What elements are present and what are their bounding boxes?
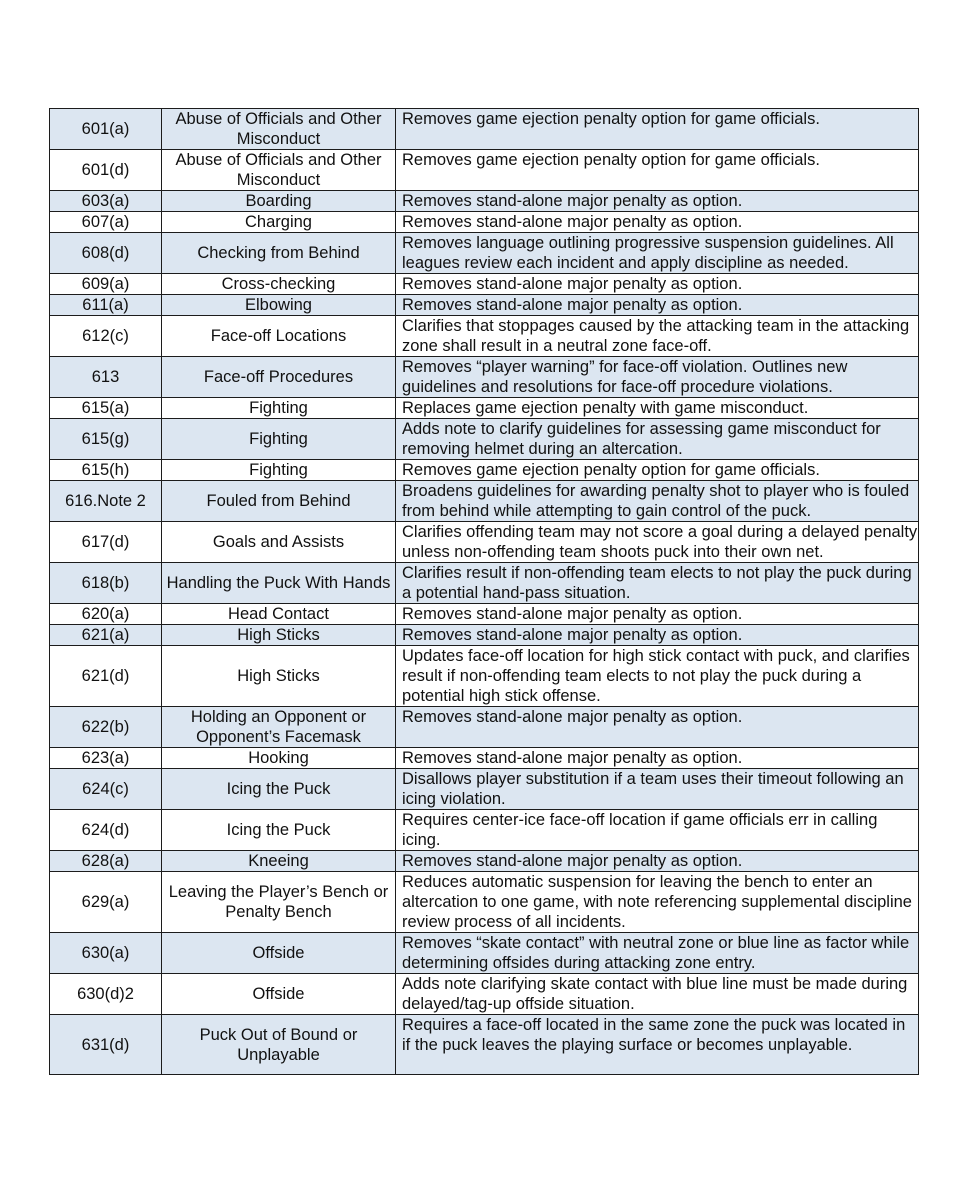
- rule-change-description-cell: Removes game ejection penalty option for game officials.: [396, 109, 919, 150]
- rule-change-description-cell: Removes stand-alone major penalty as option.: [396, 191, 919, 212]
- rule-change-description-cell: Removes stand-alone major penalty as option.: [396, 274, 919, 295]
- rule-number-cell: 615(g): [50, 419, 162, 460]
- table-row: [50, 191, 919, 212]
- rule-title-cell: Abuse of Officials and Other Misconduct: [162, 150, 396, 191]
- rule-changes-table-body: [50, 109, 919, 1075]
- rule-number-cell: 622(b): [50, 707, 162, 748]
- rule-change-description-cell: Removes stand-alone major penalty as option.: [396, 748, 919, 769]
- table-row: [50, 357, 919, 398]
- rule-title-cell: Offside: [162, 933, 396, 974]
- rule-title-cell: Fighting: [162, 398, 396, 419]
- rule-title-cell: Fighting: [162, 419, 396, 460]
- table-row: [50, 974, 919, 1015]
- rule-change-description-cell: Removes stand-alone major penalty as option.: [396, 295, 919, 316]
- table-row: [50, 150, 919, 191]
- rule-change-description-cell: Removes “player warning” for face-off violation. Outlines new guidelines and resolutions for face-off procedure violations.: [396, 357, 919, 398]
- rule-change-description-cell: Reduces automatic suspension for leaving the bench to enter an altercation to one game, with note referencing supplemental discipline review process of all incidents.: [396, 872, 919, 933]
- rule-title-cell: Abuse of Officials and Other Misconduct: [162, 109, 396, 150]
- table-row: [50, 460, 919, 481]
- table-row: [50, 481, 919, 522]
- table-row: [50, 419, 919, 460]
- rule-change-description-cell: Clarifies result if non-offending team elects to not play the puck during a potential hand-pass situation.: [396, 563, 919, 604]
- rule-number-cell: 611(a): [50, 295, 162, 316]
- rule-title-cell: Fighting: [162, 460, 396, 481]
- rule-number-cell: 617(d): [50, 522, 162, 563]
- rule-title-cell: Kneeing: [162, 851, 396, 872]
- table-row: [50, 563, 919, 604]
- rule-title-cell: Offside: [162, 974, 396, 1015]
- rule-number-cell: 601(a): [50, 109, 162, 150]
- rule-change-description-cell: Removes game ejection penalty option for game officials.: [396, 460, 919, 481]
- table-row: [50, 851, 919, 872]
- rule-change-description-cell: Replaces game ejection penalty with game misconduct.: [396, 398, 919, 419]
- rule-number-cell: 620(a): [50, 604, 162, 625]
- rule-title-cell: Fouled from Behind: [162, 481, 396, 522]
- table-row: [50, 316, 919, 357]
- table-row: [50, 522, 919, 563]
- rule-title-cell: Elbowing: [162, 295, 396, 316]
- rule-number-cell: 603(a): [50, 191, 162, 212]
- table-row: [50, 872, 919, 933]
- rule-number-cell: 612(c): [50, 316, 162, 357]
- rule-change-description-cell: Removes stand-alone major penalty as option.: [396, 707, 919, 748]
- rule-change-description-cell: Removes stand-alone major penalty as option.: [396, 604, 919, 625]
- rule-title-cell: Holding an Opponent or Opponent’s Facemask: [162, 707, 396, 748]
- rule-number-cell: 629(a): [50, 872, 162, 933]
- table-row: [50, 233, 919, 274]
- table-row: [50, 810, 919, 851]
- rule-change-description-cell: Removes stand-alone major penalty as option.: [396, 851, 919, 872]
- table-row: [50, 604, 919, 625]
- rule-number-cell: 607(a): [50, 212, 162, 233]
- rule-title-cell: Face-off Procedures: [162, 357, 396, 398]
- table-row: [50, 748, 919, 769]
- table-row: [50, 398, 919, 419]
- rule-change-description-cell: Disallows player substitution if a team uses their timeout following an icing violation.: [396, 769, 919, 810]
- rule-change-description-cell: Requires a face-off located in the same zone the puck was located in if the puck leaves the playing surface or becomes unplayable.: [396, 1015, 919, 1075]
- rule-title-cell: Puck Out of Bound or Unplayable: [162, 1015, 396, 1075]
- table-row: [50, 109, 919, 150]
- table-row: [50, 625, 919, 646]
- rule-title-cell: Face-off Locations: [162, 316, 396, 357]
- rule-title-cell: Handling the Puck With Hands: [162, 563, 396, 604]
- table-row: [50, 933, 919, 974]
- rule-number-cell: 618(b): [50, 563, 162, 604]
- table-row: [50, 1015, 919, 1075]
- rule-number-cell: 608(d): [50, 233, 162, 274]
- table-row: [50, 707, 919, 748]
- rule-change-description-cell: Removes game ejection penalty option for game officials.: [396, 150, 919, 191]
- rule-change-description-cell: Clarifies offending team may not score a goal during a delayed penalty unless non-offending team shoots puck into their own net.: [396, 522, 919, 563]
- rule-number-cell: 621(a): [50, 625, 162, 646]
- rule-number-cell: 631(d): [50, 1015, 162, 1075]
- rule-change-description-cell: Removes stand-alone major penalty as option.: [396, 625, 919, 646]
- rule-number-cell: 616.Note 2: [50, 481, 162, 522]
- table-row: [50, 646, 919, 707]
- rule-title-cell: Icing the Puck: [162, 810, 396, 851]
- rule-number-cell: 613: [50, 357, 162, 398]
- rule-number-cell: 624(d): [50, 810, 162, 851]
- rule-title-cell: Goals and Assists: [162, 522, 396, 563]
- rule-changes-table: [49, 108, 919, 1075]
- rule-title-cell: Charging: [162, 212, 396, 233]
- rule-title-cell: Hooking: [162, 748, 396, 769]
- rule-number-cell: 630(a): [50, 933, 162, 974]
- rule-change-description-cell: Removes “skate contact” with neutral zone or blue line as factor while determining offsides during attacking zone entry.: [396, 933, 919, 974]
- rule-change-description-cell: Removes language outlining progressive suspension guidelines. All leagues review each incident and apply discipline as needed.: [396, 233, 919, 274]
- table-row: [50, 212, 919, 233]
- table-row: [50, 295, 919, 316]
- rule-number-cell: 623(a): [50, 748, 162, 769]
- rule-change-description-cell: Adds note clarifying skate contact with blue line must be made during delayed/tag-up offside situation.: [396, 974, 919, 1015]
- rule-number-cell: 609(a): [50, 274, 162, 295]
- table-row: [50, 274, 919, 295]
- rule-title-cell: Checking from Behind: [162, 233, 396, 274]
- rule-change-description-cell: Clarifies that stoppages caused by the attacking team in the attacking zone shall result in a neutral zone face-off.: [396, 316, 919, 357]
- rule-title-cell: Cross-checking: [162, 274, 396, 295]
- table-row: [50, 769, 919, 810]
- rule-change-description-cell: Requires center-ice face-off location if game officials err in calling icing.: [396, 810, 919, 851]
- rule-title-cell: High Sticks: [162, 625, 396, 646]
- rule-title-cell: Leaving the Player’s Bench or Penalty Bench: [162, 872, 396, 933]
- rule-number-cell: 601(d): [50, 150, 162, 191]
- rule-number-cell: 615(a): [50, 398, 162, 419]
- rule-number-cell: 624(c): [50, 769, 162, 810]
- rule-number-cell: 621(d): [50, 646, 162, 707]
- rule-number-cell: 615(h): [50, 460, 162, 481]
- rule-change-description-cell: Updates face-off location for high stick contact with puck, and clarifies result if non-offending team elects to not play the puck during a potential high stick offense.: [396, 646, 919, 707]
- rule-change-description-cell: Removes stand-alone major penalty as option.: [396, 212, 919, 233]
- rule-title-cell: Head Contact: [162, 604, 396, 625]
- rule-title-cell: Icing the Puck: [162, 769, 396, 810]
- rule-change-description-cell: Broadens guidelines for awarding penalty shot to player who is fouled from behind while attempting to gain control of the puck.: [396, 481, 919, 522]
- rule-number-cell: 630(d)2: [50, 974, 162, 1015]
- rule-change-description-cell: Adds note to clarify guidelines for assessing game misconduct for removing helmet during an altercation.: [396, 419, 919, 460]
- rule-title-cell: Boarding: [162, 191, 396, 212]
- rule-number-cell: 628(a): [50, 851, 162, 872]
- rule-title-cell: High Sticks: [162, 646, 396, 707]
